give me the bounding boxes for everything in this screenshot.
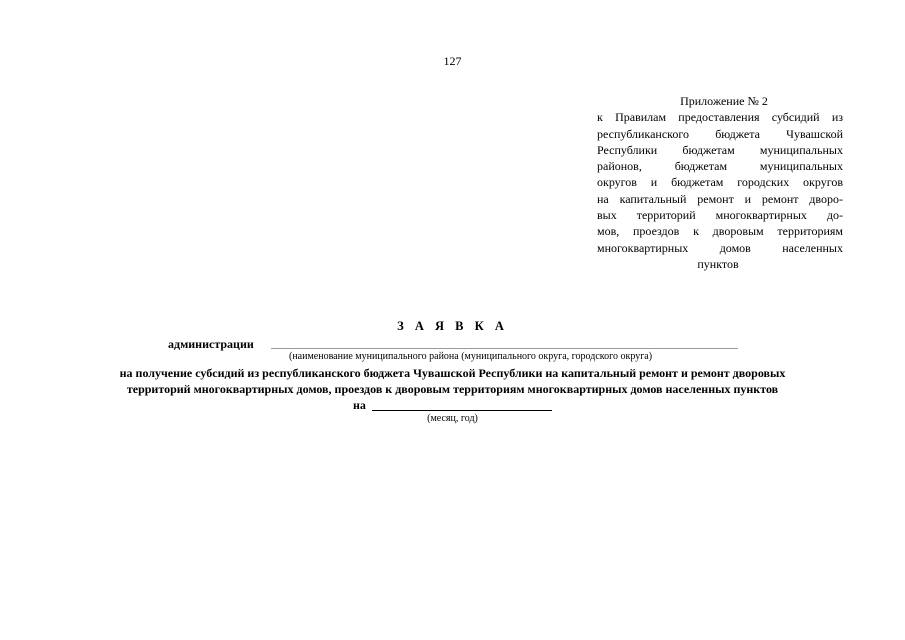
appendix-line: мов, проездов к дворовым территориям <box>597 224 843 239</box>
date-row <box>353 398 563 413</box>
admin-label: администрации <box>168 337 254 351</box>
appendix-title: Приложение № 2 <box>680 94 768 108</box>
purpose-line: на получение субсидий из республиканского бюджета Чувашской Республики на капитальный ремонт и ремонт дворовых <box>119 366 786 380</box>
appendix-line: Республики бюджетам муниципальных <box>597 142 843 157</box>
appendix-line: вых территорий многоквартирных до- <box>597 208 843 223</box>
admin-caption: (наименование муниципального района (муниципального округа, городского округа) <box>289 351 653 362</box>
appendix-line: республиканского бюджета Чувашской <box>597 126 843 141</box>
form-title: З А Я В К А <box>397 319 508 333</box>
purpose-text <box>0 365 905 397</box>
date-field[interactable] <box>372 410 552 411</box>
appendix-line: многоквартирных домов населенных <box>597 240 843 255</box>
admin-name-field[interactable] <box>271 348 738 349</box>
appendix-line: на капитальный ремонт и ремонт дворо- <box>597 191 843 206</box>
appendix-block <box>597 93 843 272</box>
date-label: на <box>353 398 366 412</box>
appendix-line: районов, бюджетам муниципальных <box>597 159 843 174</box>
admin-row <box>168 336 748 352</box>
appendix-line: пунктов <box>697 256 739 271</box>
page-number: 127 <box>443 54 462 68</box>
date-caption: (месяц, год) <box>427 413 478 424</box>
appendix-line: округов и бюджетам городских округов <box>597 175 843 190</box>
appendix-line: к Правилам предоставления субсидий из <box>597 110 843 125</box>
purpose-line: территорий многоквартирных домов, проездов к дворовым территориям многоквартирных домов населенных пунктов <box>126 382 779 396</box>
